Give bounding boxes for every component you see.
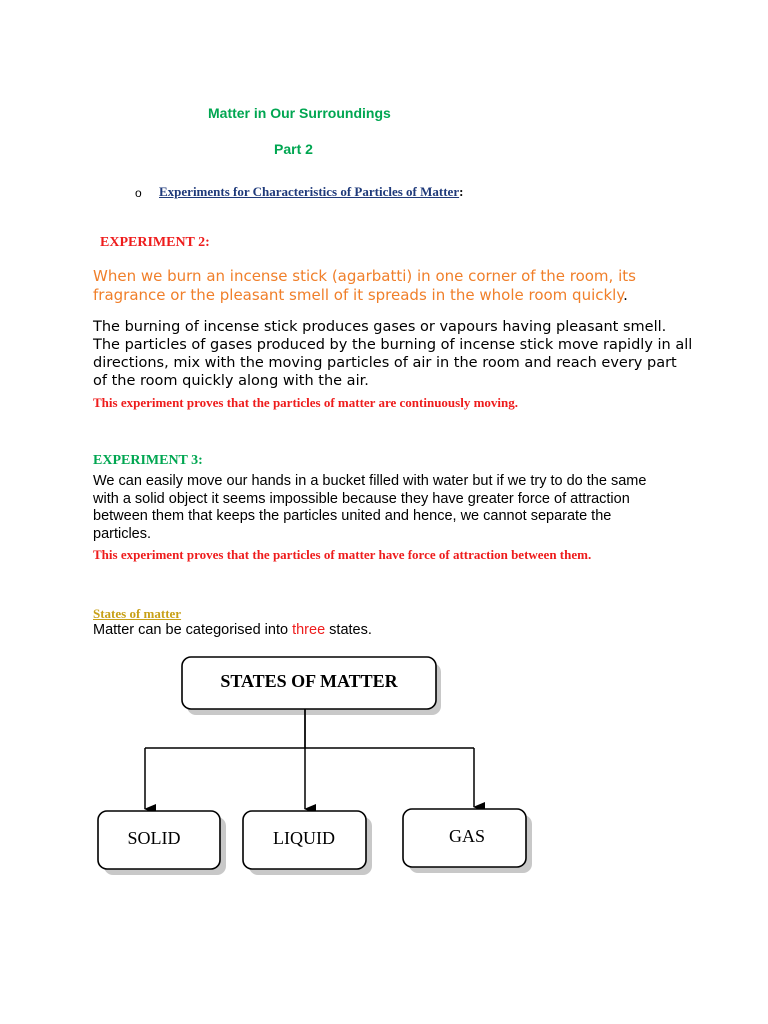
document-title: Matter in Our Surroundings	[208, 105, 391, 121]
states-intro-before: Matter can be categorised into	[93, 622, 293, 638]
liquid-label: LIQUID	[273, 828, 335, 848]
experiment-3-conclusion: This experiment proves that the particles of matter have force of attraction between them.	[93, 547, 592, 562]
states-of-matter-heading: States of matter	[93, 606, 182, 621]
states-intro-after: states.	[325, 622, 372, 638]
root-label: STATES OF MATTER	[220, 671, 398, 691]
bullet-marker: o	[135, 186, 142, 200]
experiment-3-explanation: We can easily move our hands in a bucket filled with water but if we try to do the same with a solid object it seems impossible because they have greater force of attraction between them that keeps the particles united and hence, we cannot separate the particles.	[93, 473, 647, 542]
states-intro-highlight: three	[292, 622, 326, 638]
experiment-2-highlight-period: .	[623, 286, 628, 304]
experiment-3-heading: EXPERIMENT 3:	[93, 453, 203, 468]
experiment-2-conclusion: This experiment proves that the particles of matter are continuously moving.	[93, 395, 518, 410]
experiments-link[interactable]: Experiments for Characteristics of Particles of Matter	[159, 184, 460, 199]
experiment-2-explanation: The burning of incense stick produces gases or vapours having pleasant smell. The particles of gases produced by the burning of incense stick move rapidly in all directions, mix with the moving particles of air in the room and reach every part of the room quickly along with the air.	[93, 319, 693, 389]
experiment-2-highlight-text: When we burn an incense stick (agarbatti) in one corner of the room, its fragrance or the pleasant smell of it spreads in the whole room quickly	[93, 267, 636, 304]
gas-label: GAS	[448, 826, 486, 846]
solid-label: SOLID	[127, 828, 181, 848]
subheading-colon: :	[459, 184, 464, 199]
part-label: Part 2	[274, 141, 313, 157]
experiment-2-heading: EXPERIMENT 2:	[100, 235, 210, 250]
